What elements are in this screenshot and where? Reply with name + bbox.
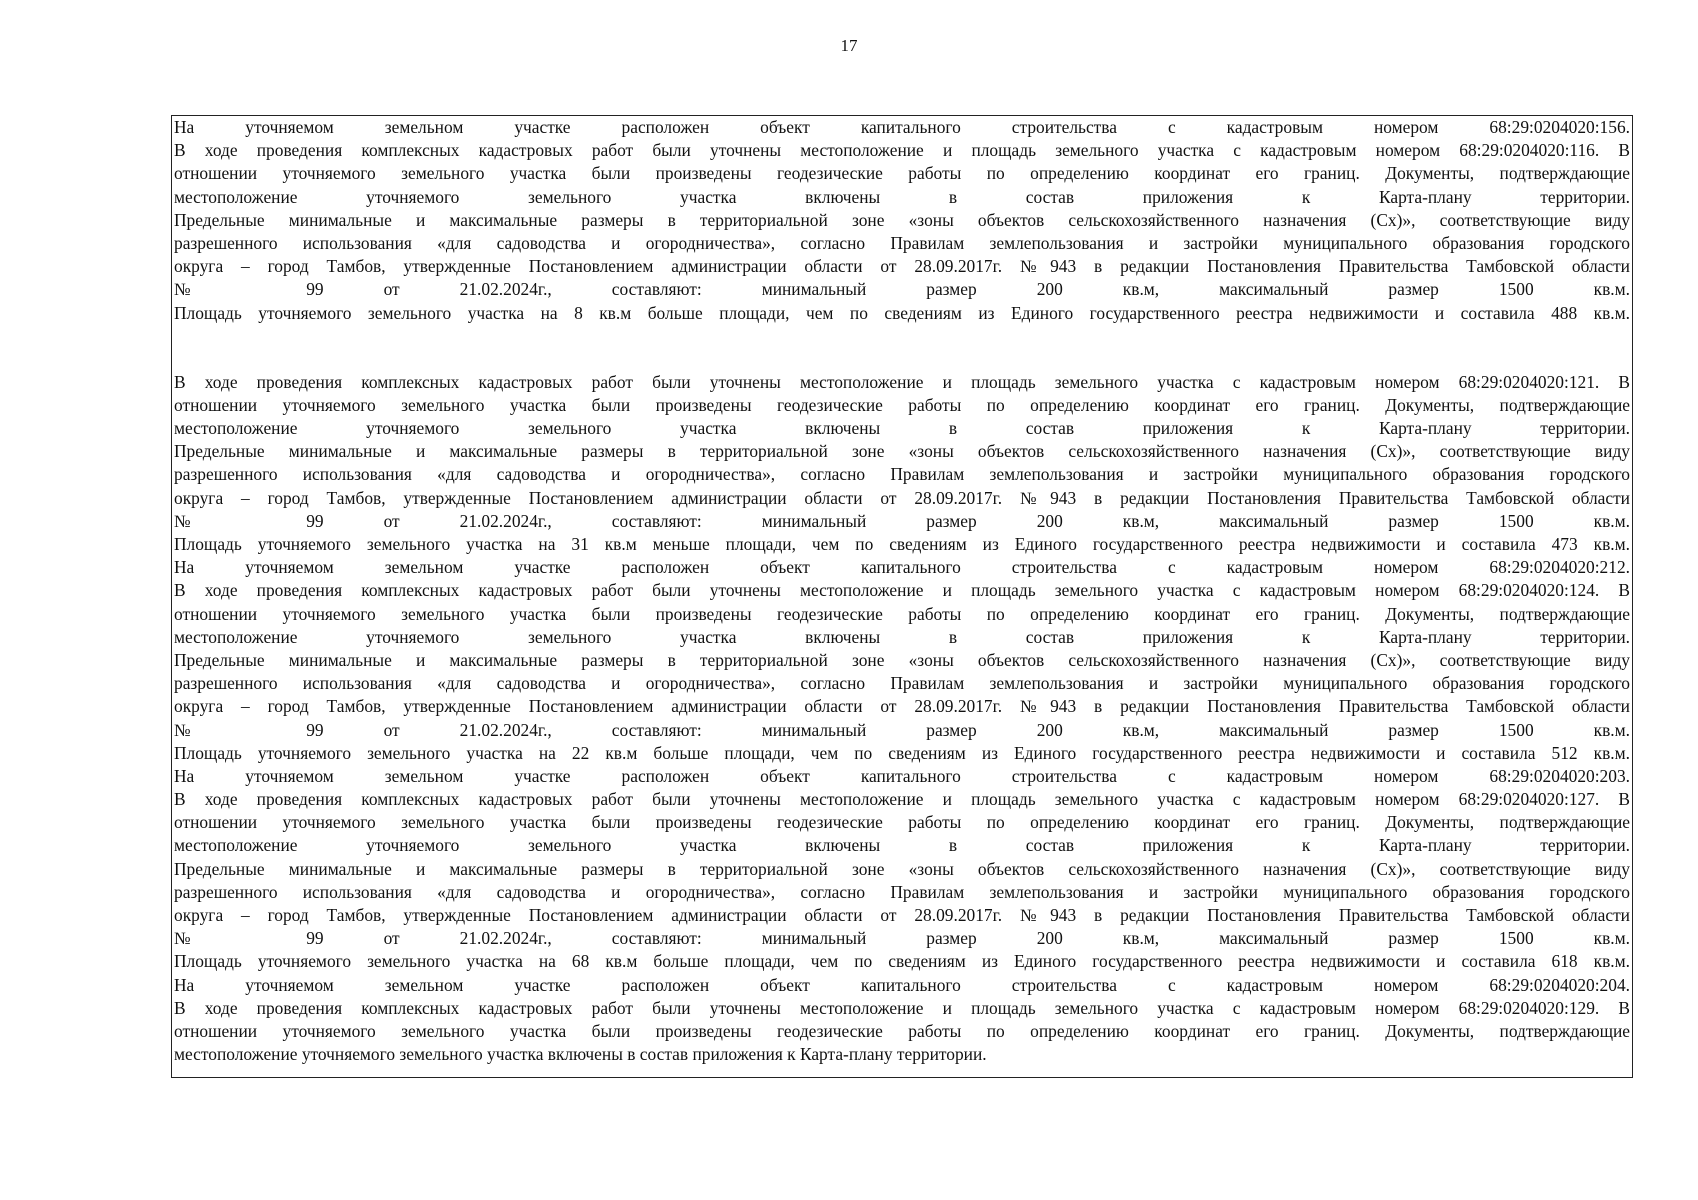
text-line: Предельные минимальные и максимальные размеры в территориальной зоне «зоны объектов сельскохозяйственного назначения (Сх)», соответствующие виду — [174, 209, 1630, 230]
text-block-1 — [172, 116, 1632, 325]
text-line: отношении уточняемого земельного участка были произведены геодезические работы по определению координат его границ. Документы, подтверждающие — [174, 394, 1630, 415]
text-line: местоположение уточняемого земельного участка включены в состав приложения к Карта-плану территории. — [174, 186, 1630, 207]
text-line: № 99 от 21.02.2024г., составляют: минимальный размер 200 кв.м, максимальный размер 1500 кв.м. — [174, 510, 1630, 531]
text-line: Предельные минимальные и максимальные размеры в территориальной зоне «зоны объектов сельскохозяйственного назначения (Сх)», соответствующие виду — [174, 858, 1630, 879]
text-line: округа – город Тамбов, утвержденные Постановлением администрации области от 28.09.2017г. №943 в редакции Постановления Правительства Тамбовской области — [174, 696, 1630, 717]
text-line: № 99 от 21.02.2024г., составляют: минимальный размер 200 кв.м, максимальный размер 1500 кв.м. — [174, 928, 1630, 949]
text-line: № 99 от 21.02.2024г., составляют: минимальный размер 200 кв.м, максимальный размер 1500 кв.м. — [174, 719, 1630, 740]
page-number: 17 — [840, 36, 858, 55]
text-line: В ходе проведения комплексных кадастровых работ были уточнены местоположение и площадь земельного участка с кадастровым номером 68:29:0204020:116. В — [174, 140, 1630, 161]
text-line: местоположение уточняемого земельного участка включены в состав приложения к Карта-плану территории. — [174, 1044, 987, 1065]
text-line: № 99 от 21.02.2024г., составляют: минимальный размер 200 кв.м, максимальный размер 1500 кв.м. — [174, 279, 1630, 300]
text-line: разрешенного использования «для садоводства и огородничества», согласно Правилам землепользования и застройки муниципального образования городского — [174, 464, 1630, 485]
text-block-2 — [172, 371, 1632, 1067]
text-line: разрешенного использования «для садоводства и огородничества», согласно Правилам землепользования и застройки муниципального образования городского — [174, 232, 1630, 253]
text-line: В ходе проведения комплексных кадастровых работ были уточнены местоположение и площадь земельного участка с кадастровым номером 68:29:0204020:121. В — [174, 371, 1630, 392]
text-line: местоположение уточняемого земельного участка включены в состав приложения к Карта-плану территории. — [174, 626, 1630, 647]
text-line: На уточняемом земельном участке расположен объект капитального строительства с кадастровым номером 68:29:0204020:212. — [174, 557, 1630, 578]
text-line: Предельные минимальные и максимальные размеры в территориальной зоне «зоны объектов сельскохозяйственного назначения (Сх)», соответствующие виду — [174, 649, 1630, 670]
text-line: В ходе проведения комплексных кадастровых работ были уточнены местоположение и площадь земельного участка с кадастровым номером 68:29:0204020:124. В — [174, 580, 1630, 601]
text-line: Площадь уточняемого земельного участка на 8 кв.м больше площади, чем по сведениям из Единого государственного реестра недвижимости и составила 488 кв.м. — [174, 302, 1630, 323]
text-line: разрешенного использования «для садоводства и огородничества», согласно Правилам землепользования и застройки муниципального образования городского — [174, 673, 1630, 694]
text-line: местоположение уточняемого земельного участка включены в состав приложения к Карта-плану территории. — [174, 418, 1630, 439]
text-line: округа – город Тамбов, утвержденные Постановлением администрации области от 28.09.2017г. №943 в редакции Постановления Правительства Тамбовской области — [174, 487, 1630, 508]
text-line: округа – город Тамбов, утвержденные Постановлением администрации области от 28.09.2017г. №943 в редакции Постановления Правительства Тамбовской области — [174, 905, 1630, 925]
text-line: отношении уточняемого земельного участка были произведены геодезические работы по определению координат его границ. Документы, подтверждающие — [174, 163, 1630, 184]
text-frame — [171, 115, 1633, 1078]
text-line: Площадь уточняемого земельного участка на 31 кв.м меньше площади, чем по сведениям из Единого государственного реестра недвижимости и составила 473 кв.м. — [174, 534, 1630, 554]
text-line: Площадь уточняемого земельного участка на 68 кв.м больше площади, чем по сведениям из Единого государственного реестра недвижимости и составила 618 кв.м. — [174, 951, 1630, 972]
text-line: местоположение уточняемого земельного участка включены в состав приложения к Карта-плану территории. — [174, 835, 1630, 856]
block-gap — [172, 325, 1632, 371]
text-line: На уточняемом земельном участке расположен объект капитального строительства с кадастровым номером 68:29:0204020:204. — [174, 974, 1630, 995]
text-line: В ходе проведения комплексных кадастровых работ были уточнены местоположение и площадь земельного участка с кадастровым номером 68:29:0204020:127. В — [174, 789, 1630, 810]
text-line: Предельные минимальные и максимальные размеры в территориальной зоне «зоны объектов сельскохозяйственного назначения (Сх)», соответствующие виду — [174, 441, 1630, 462]
text-line: Площадь уточняемого земельного участка на 22 кв.м больше площади, чем по сведениям из Единого государственного реестра недвижимости и составила 512 кв.м. — [174, 742, 1630, 763]
text-line: На уточняемом земельном участке расположен объект капитального строительства с кадастровым номером 68:29:0204020:156. — [174, 117, 1630, 137]
text-line: В ходе проведения комплексных кадастровых работ были уточнены местоположение и площадь земельного участка с кадастровым номером 68:29:0204020:129. В — [174, 997, 1630, 1018]
text-line: отношении уточняемого земельного участка были произведены геодезические работы по определению координат его границ. Документы, подтверждающие — [174, 812, 1630, 833]
text-line: округа – город Тамбов, утвержденные Постановлением администрации области от 28.09.2017г. №943 в редакции Постановления Правительства Тамбовской области — [174, 256, 1630, 277]
text-line: разрешенного использования «для садоводства и огородничества», согласно Правилам землепользования и застройки муниципального образования городского — [174, 881, 1630, 902]
text-line: отношении уточняемого земельного участка были произведены геодезические работы по определению координат его границ. Документы, подтверждающие — [174, 603, 1630, 624]
text-line: отношении уточняемого земельного участка были произведены геодезические работы по определению координат его границ. Документы, подтверждающие — [174, 1020, 1630, 1041]
text-line: На уточняемом земельном участке расположен объект капитального строительства с кадастровым номером 68:29:0204020:203. — [174, 765, 1630, 786]
